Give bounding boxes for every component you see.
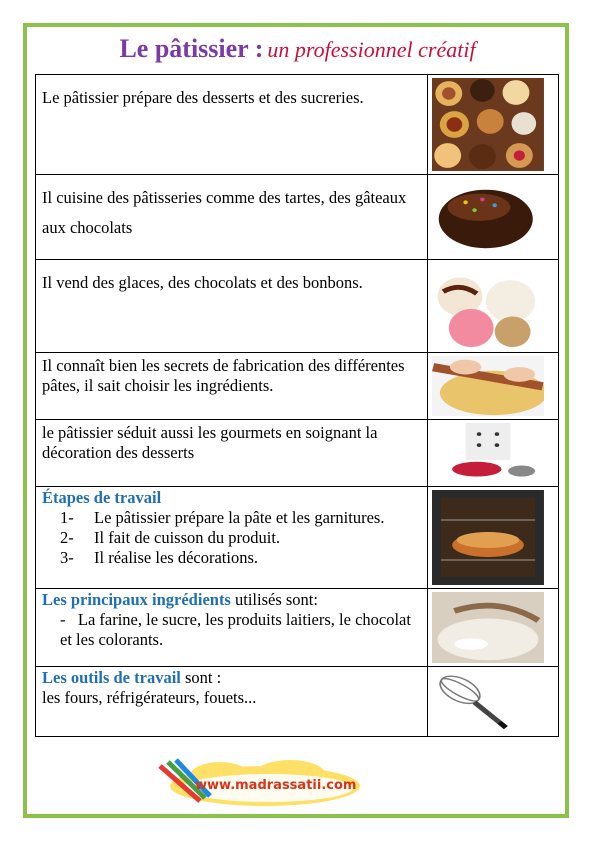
pastries-image: [432, 78, 544, 171]
title-subtitle: un professionnel créatif: [267, 37, 476, 62]
title-main: Le pâtissier :: [119, 34, 264, 63]
table-row: [36, 667, 559, 737]
list-item: [42, 528, 421, 548]
row-text: Le pâtissier prépare des desserts et des sucreries.: [42, 88, 364, 107]
steps-list: [42, 508, 421, 568]
steps-heading: Étapes de travail: [42, 488, 162, 507]
row-text: Il vend des glaces, des chocolats et des bonbons.: [42, 273, 363, 292]
step-text: Il réalise les décorations.: [94, 548, 259, 567]
chef-decorating-image: [432, 423, 544, 483]
oven-image: [432, 490, 544, 585]
table-row: [36, 260, 559, 353]
step-number: 1-: [60, 508, 74, 527]
row-text: Il connaît bien les secrets de fabrication des différentes pâtes, il sait choisir les ingrédients.: [42, 356, 405, 395]
bullet-dash: -: [60, 610, 66, 629]
row-text: le pâtissier séduit aussi les gourmets en soignant la décoration des desserts: [42, 423, 378, 462]
step-text: Le pâtissier prépare la pâte et les garnitures.: [94, 508, 385, 527]
table-row: [36, 175, 559, 260]
page-title: [0, 34, 595, 64]
whisk-image: [432, 670, 544, 733]
step-number: 3-: [60, 548, 74, 567]
content-table: [35, 74, 559, 737]
website-link[interactable]: www.madrassatii.com: [195, 778, 357, 793]
list-item: [42, 508, 421, 528]
table-row: [36, 487, 559, 589]
ingredients-heading: Les principaux ingrédients: [42, 590, 231, 609]
step-number: 2-: [60, 528, 74, 547]
ingredients-text: La farine, le sucre, les produits laitiers, le chocolat et les colorants.: [60, 610, 411, 649]
row-text: Il cuisine des pâtisseries comme des tartes, des gâteaux aux chocolats: [42, 188, 407, 237]
chocolate-cake-image: [432, 178, 544, 256]
flour-image: [432, 592, 544, 663]
list-item: [42, 610, 421, 650]
ingredients-suffix: utilisés sont:: [230, 590, 318, 609]
tools-heading: Les outils de travail: [42, 668, 181, 687]
rolling-dough-image: [432, 356, 544, 416]
table-row: [36, 420, 559, 487]
ingredients-list: [42, 610, 421, 650]
table-row: [36, 75, 559, 175]
tools-suffix: sont :: [180, 668, 222, 687]
footer-logo: [150, 756, 380, 812]
step-text: Il fait de cuisson du produit.: [94, 528, 281, 547]
ice-cream-image: [432, 263, 544, 349]
table-row: [36, 353, 559, 420]
list-item: [42, 548, 421, 568]
table-row: [36, 589, 559, 667]
tools-text: les fours, réfrigérateurs, fouets...: [42, 688, 257, 707]
